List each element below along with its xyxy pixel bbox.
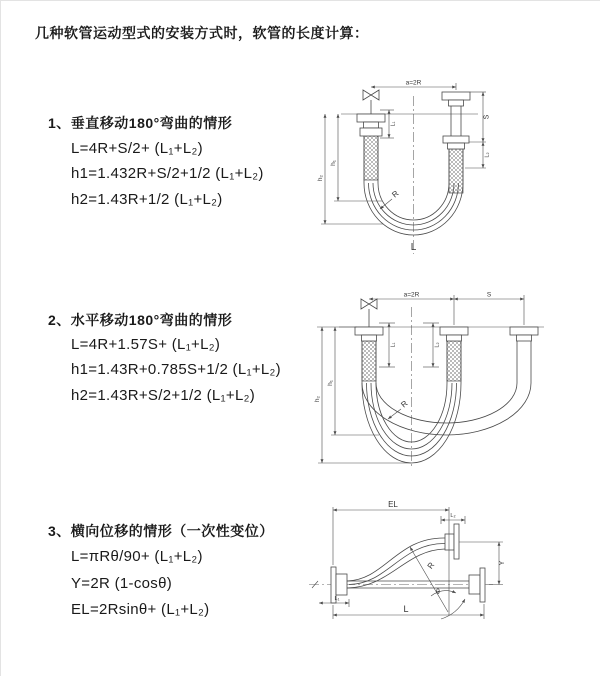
dimension-label-h1: h₁ bbox=[330, 160, 337, 166]
dimension-label-l2: L₂ bbox=[450, 513, 456, 519]
dimension-a2r bbox=[371, 80, 456, 91]
flange-fittings bbox=[331, 524, 485, 603]
section2-heading: 2、水平移动180°弯曲的情形 bbox=[48, 312, 233, 328]
length-label: L bbox=[410, 242, 417, 253]
dimension-label-l2: L₂ bbox=[434, 342, 441, 348]
angle-label-theta: θ bbox=[436, 589, 440, 596]
dimension-label-l2: L₂ bbox=[484, 152, 491, 158]
dimension-label-l1: L₁ bbox=[390, 342, 397, 348]
dimension-s bbox=[454, 292, 524, 300]
dimension-l2 bbox=[423, 323, 441, 367]
dimension-label-y: Y bbox=[499, 560, 506, 566]
diagram-lateral-displacement bbox=[307, 497, 599, 665]
dimension-label-l1: L₁ bbox=[390, 121, 397, 127]
section1-heading: 1、垂直移动180°弯曲的情形 bbox=[48, 115, 233, 131]
radius-callout bbox=[380, 189, 401, 209]
dimension-label-s: S bbox=[483, 114, 491, 120]
dimension-l2 bbox=[465, 142, 491, 168]
dimension-el bbox=[333, 500, 449, 615]
valve-icon bbox=[363, 90, 379, 114]
dimension-s bbox=[469, 92, 491, 142]
braided-hose-left bbox=[362, 341, 376, 381]
dimension-label-a2r: a=2R bbox=[403, 291, 420, 299]
radius-label: R bbox=[425, 560, 437, 571]
section1-formula-L: L=4R+S/2+ (L₁+L₂) bbox=[71, 140, 203, 157]
radius-label: R bbox=[399, 398, 410, 410]
section3-heading: 3、横向位移的情形（一次性变位） bbox=[48, 523, 274, 539]
section2-formula-h1: h1=1.43R+0.785S+1/2 (L₁+L₂) bbox=[71, 361, 281, 378]
dimension-label-h2: h₂ bbox=[317, 174, 324, 182]
radius-label: R bbox=[390, 188, 401, 200]
diagram-vertical-180-bend bbox=[316, 78, 596, 258]
dimension-label-a2r: a=2R bbox=[405, 79, 422, 87]
dimension-label-l1: L₁ bbox=[334, 596, 340, 602]
radius-callout bbox=[410, 547, 448, 612]
braided-hose-left bbox=[364, 136, 378, 180]
braided-hose-right bbox=[449, 149, 463, 193]
braided-hose-middle bbox=[447, 341, 461, 381]
section3-formula-Y: Y=2R (1-cosθ) bbox=[71, 575, 173, 592]
dimension-label-l: L bbox=[403, 604, 409, 614]
section3-formula-EL: EL=2Rsinθ+ (L₁+L₂) bbox=[71, 601, 210, 618]
dimension-label-el: EL bbox=[388, 500, 398, 509]
section1-formula-h2: h2=1.43R+1/2 (L₁+L₂) bbox=[71, 191, 223, 208]
section3-formula-L: L=πRθ/90+ (L₁+L₂) bbox=[71, 548, 203, 565]
dimension-label-h1: h₁ bbox=[327, 380, 334, 386]
diagram-horizontal-180-bend bbox=[309, 283, 599, 473]
angle-theta bbox=[431, 589, 465, 619]
page-title: 几种软管运动型式的安装方式时，软管的长度计算： bbox=[35, 25, 369, 41]
dimension-a2r bbox=[369, 292, 524, 326]
dimension-label-h2: h₂ bbox=[314, 395, 321, 403]
dimension-l bbox=[333, 604, 484, 619]
section2-formula-h2: h2=1.43R+S/2+1/2 (L₁+L₂) bbox=[71, 387, 256, 404]
valve-icon bbox=[361, 299, 377, 327]
dimension-l1 bbox=[319, 596, 349, 607]
dimension-l2 bbox=[441, 513, 465, 524]
flange-fittings bbox=[355, 327, 538, 341]
dimension-label-s: S bbox=[486, 291, 492, 299]
section2-formula-L: L=4R+1.57S+ (L₁+L₂) bbox=[71, 336, 221, 353]
section1-formula-h1: h1=1.432R+S/2+1/2 (L₁+L₂) bbox=[71, 165, 264, 182]
hose-u-bends bbox=[362, 341, 531, 463]
